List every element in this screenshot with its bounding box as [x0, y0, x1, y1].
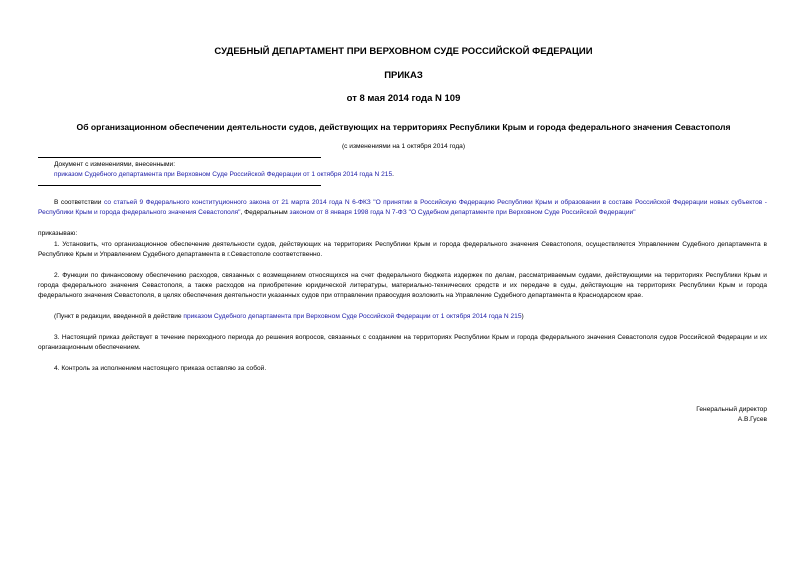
note-close: ): [521, 313, 524, 320]
note-text: (Пункт в редакции, введенной в действие: [54, 313, 184, 320]
date-and-number: от 8 мая 2014 года N 109: [346, 93, 461, 104]
order-word: приказываю:: [38, 230, 78, 237]
amendment-tail: .: [392, 171, 394, 178]
item-1: 1. Установить, что организационное обеспечение деятельности судов, действующих на территориях Республики Крым и города федерального значения Севастополя, осуществляется Управлением Судебного департамента в Республике Крым и Управлением Судебного департамента в г.Севастополе соответственно.: [38, 241, 767, 258]
fz-link[interactable]: законом от 8 января 1998 года N 7-ФЗ "О Судебном департаменте при Верховном Суде Российской Федерации": [289, 209, 636, 216]
document-title: Об организационном обеспечении деятельности судов, действующих на территориях Республики Крым и города федерального значения Севастополя: [76, 122, 731, 132]
amendments-line: [54, 170, 394, 180]
fkz-link[interactable]: со статьей 9 Федерального конституционного закона от 21 марта 2014 года N 6-ФКЗ "О принятии в Российскую Федерацию Республики Крым и образовании в составе Российской Федерации новых субъектов - Республики Крым и города федерального значения Севастополя": [38, 199, 767, 216]
divider-bottom: [38, 185, 321, 186]
item-2: 2. Функции по финансовому обеспечению расходов, связанных с возмещением относящихся на счет федерального бюджета издержек по делам, рассматриваемым судами, действующими на территориях Республики Крым и города федерального значения Севастополя, а также расходов на приобретение юридической литературы, материально-технических средств и их передаче в суды, действующие на территориях Республики Крым и города федерального значения Севастополя, в целях обеспечения деятельности указанных судов при отправлении правосудия возложить на Управление Судебного департамента в Краснодарском крае.: [38, 272, 767, 299]
amendments-label: Документ с изменениями, внесенными:: [54, 161, 176, 168]
signature-block: [696, 405, 767, 425]
divider-top: [38, 157, 321, 158]
organization-heading: СУДЕБНЫЙ ДЕПАРТАМЕНТ ПРИ ВЕРХОВНОМ СУДЕ РОССИЙСКОЙ ФЕДЕРАЦИИ: [214, 46, 593, 57]
preamble: [38, 198, 767, 218]
item-2-note: [38, 312, 767, 322]
item-4: 4. Контроль за исполнением настоящего приказа оставляю за собой.: [54, 365, 267, 372]
preamble-text-1: В соответствии: [54, 199, 104, 206]
revision-note: (с изменениями на 1 октября 2014 года): [341, 143, 466, 150]
item-3: 3. Настоящий приказ действует в течение переходного периода до решения вопросов, связанных с созданием на территориях Республики Крым и города федерального значения Севастополя судов Российской Федерации и их организационным обеспечением.: [38, 334, 767, 351]
amendment-link[interactable]: приказом Судебного департамента при Верховном Суде Российской Федерации от 1 октября 2014 года N 215: [54, 171, 393, 178]
document-type: ПРИКАЗ: [384, 70, 423, 81]
signature-name: А.В.Гусев: [737, 416, 767, 423]
note-link[interactable]: приказом Судебного департамента при Верховном Суде Российской Федерации от 1 октября 2014 года N 215: [183, 313, 522, 320]
signature-position: Генеральный директор: [696, 406, 767, 413]
preamble-text-2: , Федеральным: [240, 209, 290, 216]
